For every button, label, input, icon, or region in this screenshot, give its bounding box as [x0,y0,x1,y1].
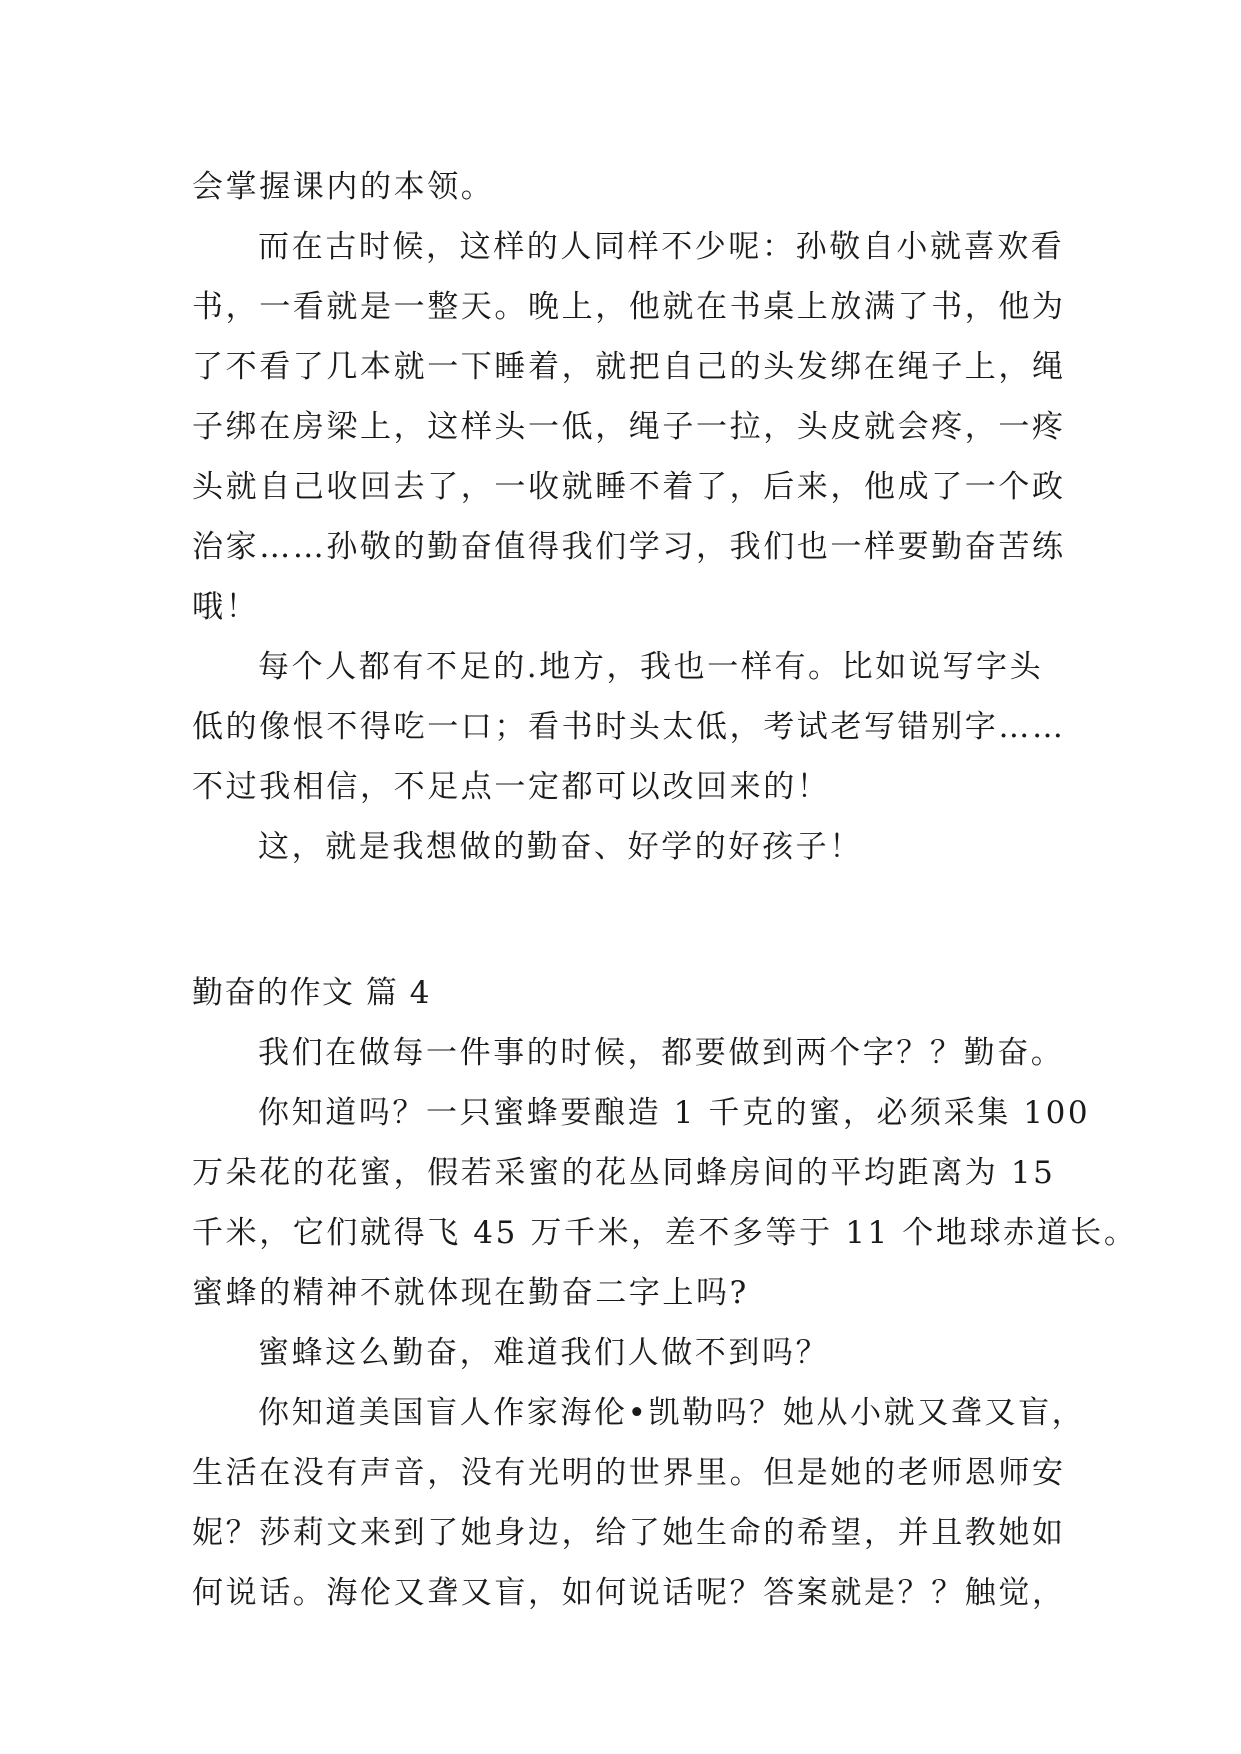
paragraph-line: 低的像恨不得吃一口；看书时头太低，考试老写错别字…… [192,709,1066,745]
paragraph-line: 每个人都有不足的.地方，我也一样有。比如说写字头 [258,649,1044,685]
paragraph-line: 会掌握课内的本领。 [192,169,495,205]
paragraph-line: 妮？莎莉文来到了她身边，给了她生命的希望，并且教她如 [192,1515,1066,1551]
paragraph-line: 你知道吗？一只蜜蜂要酿造 1 千克的蜜，必须采集 100 [258,1095,1091,1131]
paragraph-line: 万朵花的花蜜，假若采蜜的花丛同蜂房间的平均距离为 15 [192,1155,1056,1191]
paragraph-line: 头就自己收回去了，一收就睡不着了，后来，他成了一个政 [192,469,1066,505]
paragraph-line: 这，就是我想做的勤奋、好学的好孩子！ [258,829,863,865]
paragraph-line: 生活在没有声音，没有光明的世界里。但是她的老师恩师安 [192,1455,1066,1491]
paragraph-line: 哦！ [192,589,260,625]
paragraph-line: 书，一看就是一整天。晚上，他就在书桌上放满了书，他为 [192,289,1066,325]
paragraph-line: 而在古时候，这样的人同样不少呢：孙敬自小就喜欢看 [258,229,1065,265]
paragraph-line: 你知道美国盲人作家海伦•凯勒吗？她从小就又聋又盲， [258,1395,1086,1431]
paragraph-line: 千米，它们就得飞 45 万千米，差不多等于 11 个地球赤道长。 [192,1215,1138,1251]
paragraph-line: 子绑在房梁上，这样头一低，绳子一拉，头皮就会疼，一疼 [192,409,1066,445]
paragraph-line: 何说话。海伦又聋又盲，如何说话呢？答案就是？？触觉， [192,1575,1066,1611]
spacer [192,877,1072,963]
paragraph-line: 蜜蜂这么勤奋，难道我们人做不到吗？ [258,1335,830,1371]
paragraph-line: 了不看了几本就一下睡着，就把自己的头发绑在绳子上，绳 [192,349,1066,385]
paragraph-line: 我们在做每一件事的时候，都要做到两个字？？勤奋。 [258,1035,1065,1071]
paragraph-line: 不过我相信，不足点一定都可以改回来的！ [192,769,831,805]
paragraph-line: 蜜蜂的精神不就体现在勤奋二字上吗? [192,1275,749,1311]
paragraph-line: 治家……孙敬的勤奋值得我们学习，我们也一样要勤奋苦练 [192,529,1066,565]
section-heading: 勤奋的作文 篇 4 [192,975,431,1011]
document-body [192,157,1138,1623]
